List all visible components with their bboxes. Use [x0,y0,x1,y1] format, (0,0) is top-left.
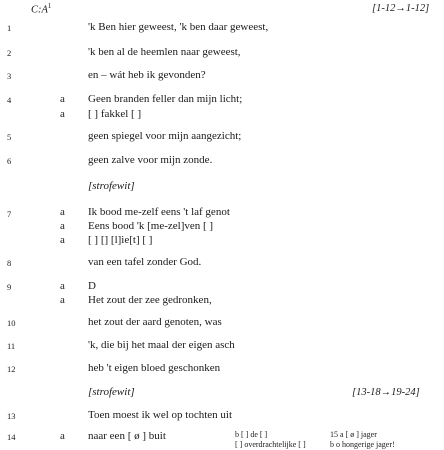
variant-siglum: a [340,430,346,439]
line-number: 4 [7,95,12,105]
stanza-break: [strofewit] [88,180,135,192]
siglum: $C:A^1$ [31,2,52,16]
verse-line-compact [235,430,267,439]
line-number: 12 [7,364,16,374]
line-number: 8 [7,258,12,268]
line-number: 6 [7,156,12,166]
verse-line: Ik bood me-zelf eens 't laf genot [88,206,230,218]
variant-siglum: a [60,206,65,218]
line-number: 1 [7,23,12,33]
verse-line-compact [330,430,377,439]
line-number: 13 [7,411,16,421]
verse-line: geen spiegel voor mijn aangezicht; [88,130,242,142]
verse-text: [ ] overdrachtelijke [ ] [235,440,306,449]
verse-line: Toen moest ik wel op tochten uit [88,409,233,421]
line-number: 7 [7,209,12,219]
verse-line: [ ] [] [l]ie[t] [ ] [88,234,153,246]
line-number: 14 [7,432,16,442]
variant-siglum: a [60,220,65,232]
variant-siglum: a [60,430,65,442]
verse-line: [ ] fakkel [ ] [88,108,142,120]
verse-line: Eens bood 'k [me-zel]ven [ ] [88,220,214,232]
verse-line: het zout der aard genoten, was [88,316,222,328]
verse-line: en – wát heb ik gevonden? [88,69,206,81]
verse-line: van een tafel zonder God. [88,256,202,268]
range-header: [1-12→1-12] [372,3,430,14]
verse-line: D [88,280,96,292]
variant-siglum: a [60,108,65,120]
verse-line: 'k, die bij het maal der eigen asch [88,339,235,351]
line-number: 11 [7,341,16,351]
line-number: 2 [7,48,12,58]
verse-line: Het zout der zee gedronken, [88,294,212,306]
range-marker: [13-18→19-24] [352,387,420,398]
variant-siglum: a [60,280,65,292]
line-number: 3 [7,71,12,81]
variant-siglum: a [60,234,65,246]
verse-text: [ ] de [ ] [241,430,268,439]
verse-line: 'k ben al de heemlen naar geweest, [88,46,241,58]
variant-siglum: b [330,440,336,449]
verse-line: heb 't eigen bloed geschonken [88,362,221,374]
verse-text: [ ø ] jager [345,430,377,439]
line-number: 5 [7,132,12,142]
verse-line: geen zalve voor mijn zonde. [88,154,213,166]
line-number: 10 [7,318,16,328]
variant-siglum: a [60,294,65,306]
verse-line: 'k Ben hier geweest, 'k ben daar geweest, [88,21,269,33]
verse-line: Geen branden feller dan mijn licht; [88,93,243,105]
verse-line-compact [235,440,306,449]
stanza-break: [strofewit] [88,386,135,398]
line-number: 15 [330,430,340,439]
verse-text: o hongerige jager! [336,440,395,449]
variant-siglum [60,442,61,443]
variant-siglum: a [60,93,65,105]
line-number: 9 [7,282,12,292]
verse-line: naar een [ ø ] buit [88,430,166,442]
verse-line-compact [330,440,395,449]
variant-siglum: b [235,430,241,439]
